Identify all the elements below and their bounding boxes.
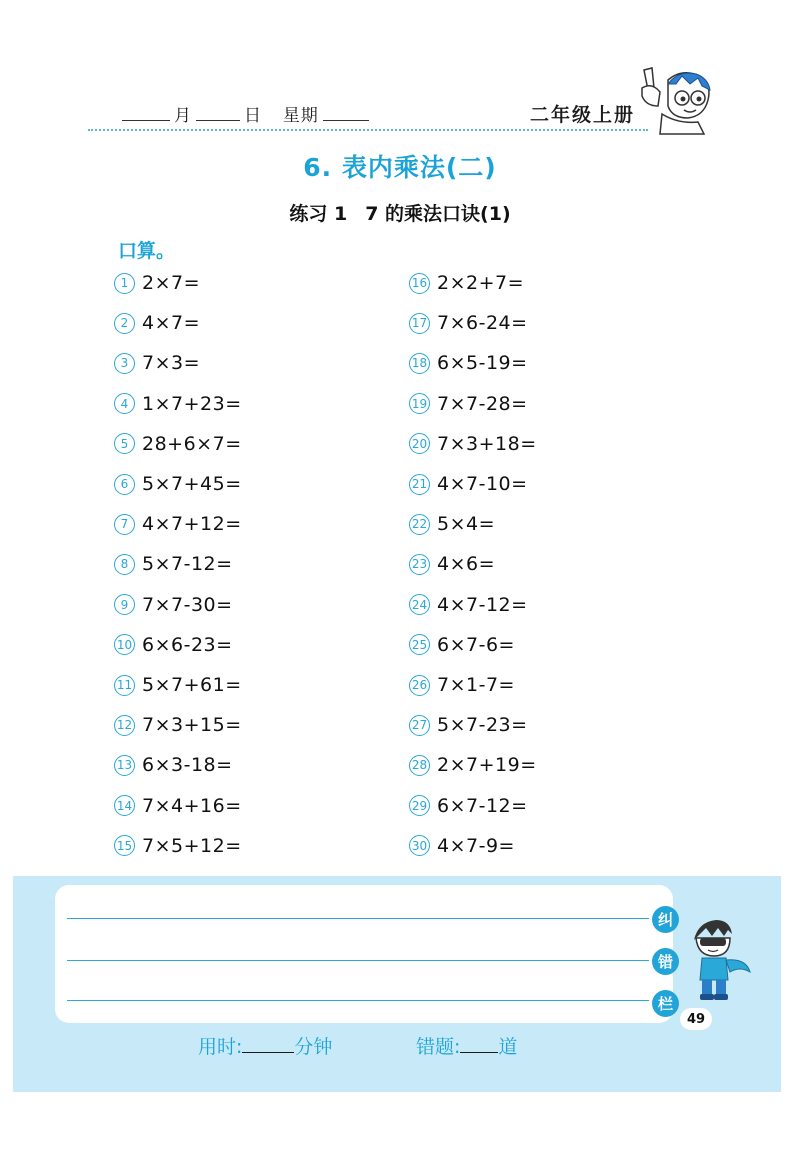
problem-number: 27 bbox=[409, 715, 430, 736]
problem-item bbox=[409, 592, 528, 618]
date-line bbox=[122, 101, 369, 126]
problem-item bbox=[409, 793, 528, 819]
problem-number: 20 bbox=[409, 433, 430, 454]
grade-label: 二年级上册 bbox=[530, 104, 636, 126]
problem-number: 4 bbox=[114, 393, 135, 414]
problem-expression[interactable]: 5×4= bbox=[437, 513, 496, 536]
time-unit: 分钟 bbox=[294, 1036, 333, 1058]
month-label: 月 bbox=[174, 106, 192, 126]
problem-number: 17 bbox=[409, 313, 430, 334]
problem-expression[interactable]: 4×7= bbox=[142, 312, 201, 335]
writing-line[interactable] bbox=[67, 918, 649, 919]
problem-item bbox=[114, 672, 242, 698]
problem-expression[interactable]: 2×7+19= bbox=[437, 754, 537, 777]
day-blank[interactable] bbox=[196, 102, 240, 121]
problem-item bbox=[114, 712, 242, 738]
problem-expression[interactable]: 5×7-23= bbox=[437, 714, 528, 737]
boy-pointing-icon bbox=[638, 66, 716, 136]
errors-blank[interactable] bbox=[460, 1032, 498, 1053]
problem-expression[interactable]: 7×5+12= bbox=[142, 834, 242, 857]
problem-expression[interactable]: 7×1-7= bbox=[437, 674, 515, 696]
problem-number: 11 bbox=[114, 675, 135, 696]
problem-expression[interactable]: 1×7+23= bbox=[142, 392, 242, 415]
problem-number: 22 bbox=[409, 514, 430, 535]
writing-line[interactable] bbox=[67, 1000, 649, 1001]
problem-expression[interactable]: 6×7-6= bbox=[437, 633, 515, 656]
problem-item bbox=[409, 833, 515, 859]
problem-number: 25 bbox=[409, 634, 430, 655]
problem-number: 9 bbox=[114, 594, 135, 615]
section-heading: 口算。 bbox=[118, 240, 176, 262]
problem-expression[interactable]: 5×7+45= bbox=[142, 473, 242, 495]
problem-expression[interactable]: 4×7-12= bbox=[437, 593, 528, 616]
problem-expression[interactable]: 2×7= bbox=[142, 272, 201, 294]
problem-number: 23 bbox=[409, 554, 430, 575]
problem-expression[interactable]: 6×6-23= bbox=[142, 633, 233, 656]
problem-item bbox=[114, 632, 233, 658]
problem-number: 8 bbox=[114, 554, 135, 575]
problem-item bbox=[409, 672, 515, 698]
problem-item bbox=[114, 471, 242, 497]
problem-number: 2 bbox=[114, 313, 135, 334]
problem-number: 13 bbox=[114, 755, 135, 776]
problem-expression[interactable]: 6×3-18= bbox=[142, 754, 233, 777]
correction-area[interactable] bbox=[55, 885, 673, 1023]
problem-expression[interactable]: 7×7-28= bbox=[437, 392, 528, 415]
problem-item bbox=[114, 350, 200, 376]
time-blank[interactable] bbox=[242, 1032, 294, 1053]
problem-item bbox=[409, 551, 495, 577]
problem-number: 19 bbox=[409, 393, 430, 414]
problem-item bbox=[409, 511, 495, 537]
time-spent-field bbox=[198, 1032, 332, 1059]
problem-number: 7 bbox=[114, 514, 135, 535]
problem-number: 6 bbox=[114, 474, 135, 495]
problem-item bbox=[114, 551, 233, 577]
errors-label: 错题: bbox=[416, 1036, 461, 1058]
problem-expression[interactable]: 5×7-12= bbox=[142, 553, 233, 576]
problem-number: 29 bbox=[409, 795, 430, 816]
problem-item bbox=[114, 431, 242, 457]
correction-char: 错 bbox=[652, 948, 679, 975]
weekday-blank[interactable] bbox=[323, 102, 369, 121]
problem-expression[interactable]: 28+6×7= bbox=[142, 432, 242, 455]
exercise-subtitle bbox=[0, 199, 800, 226]
problem-number: 10 bbox=[114, 634, 135, 655]
problem-item bbox=[114, 752, 233, 778]
page-number: 49 bbox=[680, 1008, 712, 1030]
errors-field bbox=[416, 1032, 517, 1059]
problem-number: 30 bbox=[409, 835, 430, 856]
problem-expression[interactable]: 4×6= bbox=[437, 553, 496, 576]
problem-item bbox=[409, 350, 528, 376]
problem-expression[interactable]: 2×2+7= bbox=[437, 272, 525, 294]
weekday-label: 星期 bbox=[282, 106, 319, 126]
time-label: 用时: bbox=[198, 1036, 243, 1058]
problem-expression[interactable]: 4×7+12= bbox=[142, 513, 242, 536]
correction-char: 纠 bbox=[652, 906, 679, 933]
problem-item bbox=[409, 391, 528, 417]
problem-expression[interactable]: 7×4+16= bbox=[142, 794, 242, 817]
problem-item bbox=[114, 270, 200, 296]
problem-number: 14 bbox=[114, 795, 135, 816]
problem-item bbox=[114, 391, 242, 417]
problem-number: 1 bbox=[114, 273, 135, 294]
correction-char: 栏 bbox=[652, 990, 679, 1017]
problem-number: 24 bbox=[409, 594, 430, 615]
problem-item bbox=[409, 310, 528, 336]
problem-item bbox=[409, 471, 528, 497]
problem-number: 3 bbox=[114, 353, 135, 374]
problem-item bbox=[409, 632, 515, 658]
problem-expression[interactable]: 7×6-24= bbox=[437, 312, 528, 335]
problem-number: 28 bbox=[409, 755, 430, 776]
problem-item bbox=[409, 752, 537, 778]
problem-number: 12 bbox=[114, 715, 135, 736]
page-title: 6. 表内乘法(二) bbox=[303, 153, 497, 182]
problem-item bbox=[409, 270, 524, 296]
month-blank[interactable] bbox=[122, 102, 170, 121]
problem-expression[interactable]: 6×5-19= bbox=[437, 352, 528, 375]
problem-number: 15 bbox=[114, 835, 135, 856]
problem-number: 16 bbox=[409, 273, 430, 294]
header-divider bbox=[88, 129, 648, 131]
problem-item bbox=[114, 511, 242, 537]
problem-expression[interactable]: 7×7-30= bbox=[142, 593, 233, 616]
problem-expression[interactable]: 7×3+18= bbox=[437, 432, 537, 455]
problem-expression[interactable]: 4×7-9= bbox=[437, 834, 515, 857]
problem-item bbox=[114, 793, 242, 819]
problem-number: 26 bbox=[409, 675, 430, 696]
problem-number: 21 bbox=[409, 474, 430, 495]
exercise-topic: 7 的乘法口诀(1) bbox=[365, 203, 511, 225]
problem-number: 18 bbox=[409, 353, 430, 374]
problem-expression[interactable]: 7×3= bbox=[142, 352, 201, 375]
problem-number: 5 bbox=[114, 433, 135, 454]
problem-item bbox=[409, 712, 528, 738]
day-label: 日 bbox=[244, 106, 262, 126]
problem-item bbox=[114, 592, 233, 618]
superhero-boy-icon bbox=[688, 914, 752, 1002]
problem-expression[interactable]: 7×3+15= bbox=[142, 714, 242, 737]
problem-item bbox=[114, 833, 242, 859]
problem-item bbox=[114, 310, 200, 336]
problem-expression[interactable]: 6×7-12= bbox=[437, 794, 528, 817]
writing-line[interactable] bbox=[67, 960, 649, 961]
problem-expression[interactable]: 4×7-10= bbox=[437, 473, 528, 495]
errors-unit: 道 bbox=[498, 1036, 518, 1058]
exercise-number: 练习 1 bbox=[289, 203, 348, 225]
problem-expression[interactable]: 5×7+61= bbox=[142, 674, 242, 696]
problem-item bbox=[409, 431, 537, 457]
